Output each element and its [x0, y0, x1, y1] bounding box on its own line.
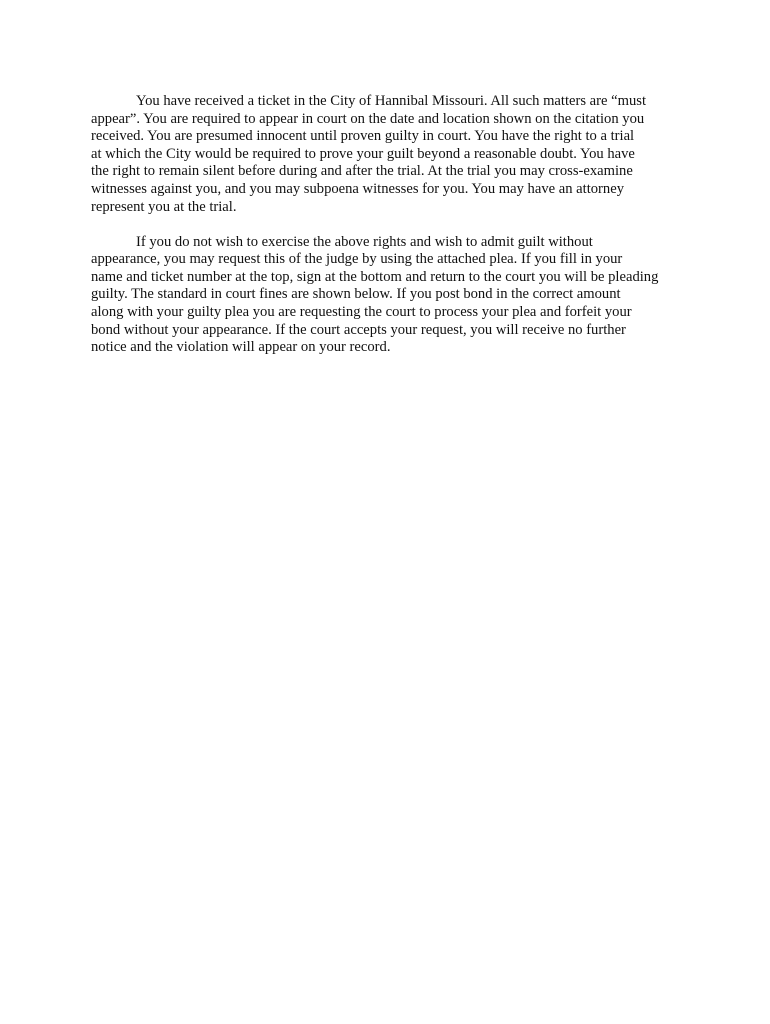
paragraph-line: name and ticket number at the top, sign at the bottom and return to the court you will be pleading — [91, 268, 659, 285]
paragraph-rights — [91, 93, 681, 216]
paragraph-line: the right to remain silent before during and after the trial. At the trial you may cross-examine — [91, 163, 633, 180]
paragraph-guilty-plea — [91, 234, 681, 357]
paragraph-line: bond without your appearance. If the court accepts your request, you will receive no further — [91, 321, 626, 338]
paragraph-line: If you do not wish to exercise the above rights and wish to admit guilt without — [136, 233, 593, 250]
paragraph-line: You have received a ticket in the City of Hannibal Missouri. All such matters are “must — [136, 93, 646, 109]
paragraph-line: notice and the violation will appear on your record. — [91, 339, 391, 356]
paragraph-line: represent you at the trial. — [91, 198, 237, 215]
paragraph-line: witnesses against you, and you may subpoena witnesses for you. You may have an attorney — [91, 180, 624, 197]
paragraph-line: at which the City would be required to prove your guilt beyond a reasonable doubt. You have — [91, 145, 635, 162]
paragraph-line: along with your guilty plea you are requesting the court to process your plea and forfeit your — [91, 304, 632, 321]
document-body — [91, 93, 681, 357]
paragraph-line: appear”. You are required to appear in court on the date and location shown on the citation you — [91, 110, 645, 127]
paragraph-line: guilty. The standard in court fines are shown below. If you post bond in the correct amount — [91, 286, 621, 303]
paragraph-line: appearance, you may request this of the judge by using the attached plea. If you fill in your — [91, 251, 623, 268]
paragraph-line: received. You are presumed innocent until proven guilty in court. You have the right to a trial — [91, 128, 635, 145]
paragraph-spacer — [91, 216, 681, 234]
